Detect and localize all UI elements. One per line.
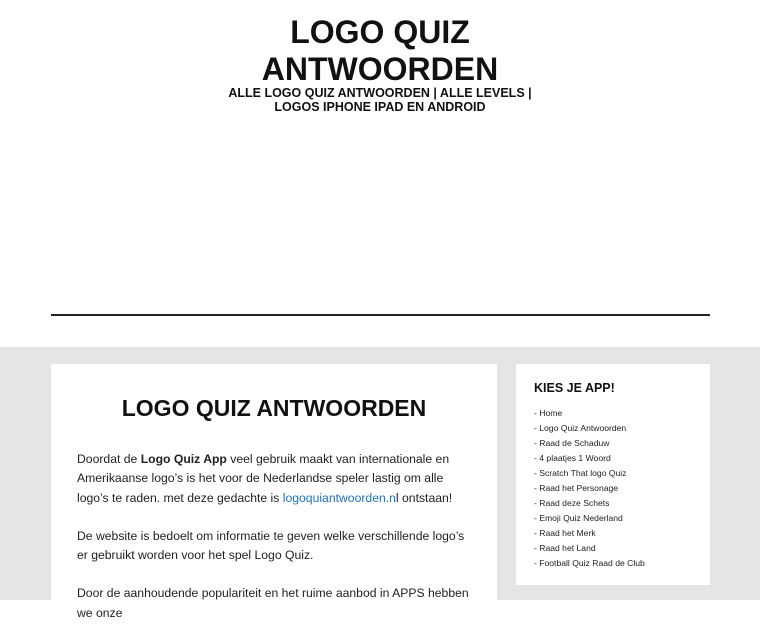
app-menu-item[interactable]: - 4 plaatjes 1 Woord [534, 453, 611, 463]
widget-title: KIES JE APP! [534, 381, 615, 395]
app-menu [534, 406, 645, 571]
app-menu-item[interactable]: - Scratch That logo Quiz [534, 468, 627, 478]
site-description-line-1: ALLE LOGO QUIZ ANTWOORDEN | ALLE LEVELS | [228, 86, 532, 100]
app-menu-item[interactable]: - Home [534, 408, 563, 418]
app-menu-item[interactable]: - Raad het Land [534, 543, 596, 553]
article-paragraph-3: Door de aanhoudende populariteit en het ruime aanbod in APPS hebben we onze [77, 586, 469, 620]
app-menu-item[interactable]: - Raad het Merk [534, 528, 596, 538]
site-title[interactable] [0, 14, 760, 88]
site-description [0, 86, 760, 114]
app-menu-item[interactable]: - Raad deze Schets [534, 498, 610, 508]
site-description-line-2: LOGOS IPHONE IPAD EN ANDROID [274, 100, 486, 114]
article-text: Doordat de [77, 452, 141, 466]
article-title: LOGO QUIZ ANTWOORDEN [121, 395, 427, 421]
main-article [51, 364, 497, 620]
site-title-line-2[interactable]: ANTWOORDEN [261, 51, 499, 87]
app-menu-item[interactable]: - Raad het Personage [534, 483, 619, 493]
app-menu-item[interactable]: - Football Quiz Raad de Club [534, 558, 645, 568]
site-link[interactable]: logoquiantwoorden.n [282, 490, 396, 505]
article-paragraph-1 [77, 450, 477, 508]
header-divider [51, 314, 710, 316]
article-text: veel gebruik maakt van internationale en Amerikaanse logo’s is het voor de Nederlandse speler lastig om alle logo’s te raden. met deze gedachte is [77, 452, 450, 505]
article-paragraph-2: De website is bedoelt om informatie te geven welke verschillende logo’s er gebruikt worden voor het spel Logo Quiz. [77, 528, 465, 563]
sidebar-widget [516, 364, 710, 585]
site-title-line-1[interactable]: LOGO QUIZ [290, 14, 470, 50]
article-bold-text: Logo Quiz App [140, 452, 227, 466]
app-menu-item[interactable]: - Logo Quiz Antwoorden [534, 423, 627, 433]
app-menu-item[interactable]: - Raad de Schaduw [534, 438, 610, 448]
app-menu-item[interactable]: - Emoji Quiz Nederland [534, 513, 623, 523]
article-body [77, 450, 477, 642]
article-text: l ontstaan! [395, 490, 453, 505]
